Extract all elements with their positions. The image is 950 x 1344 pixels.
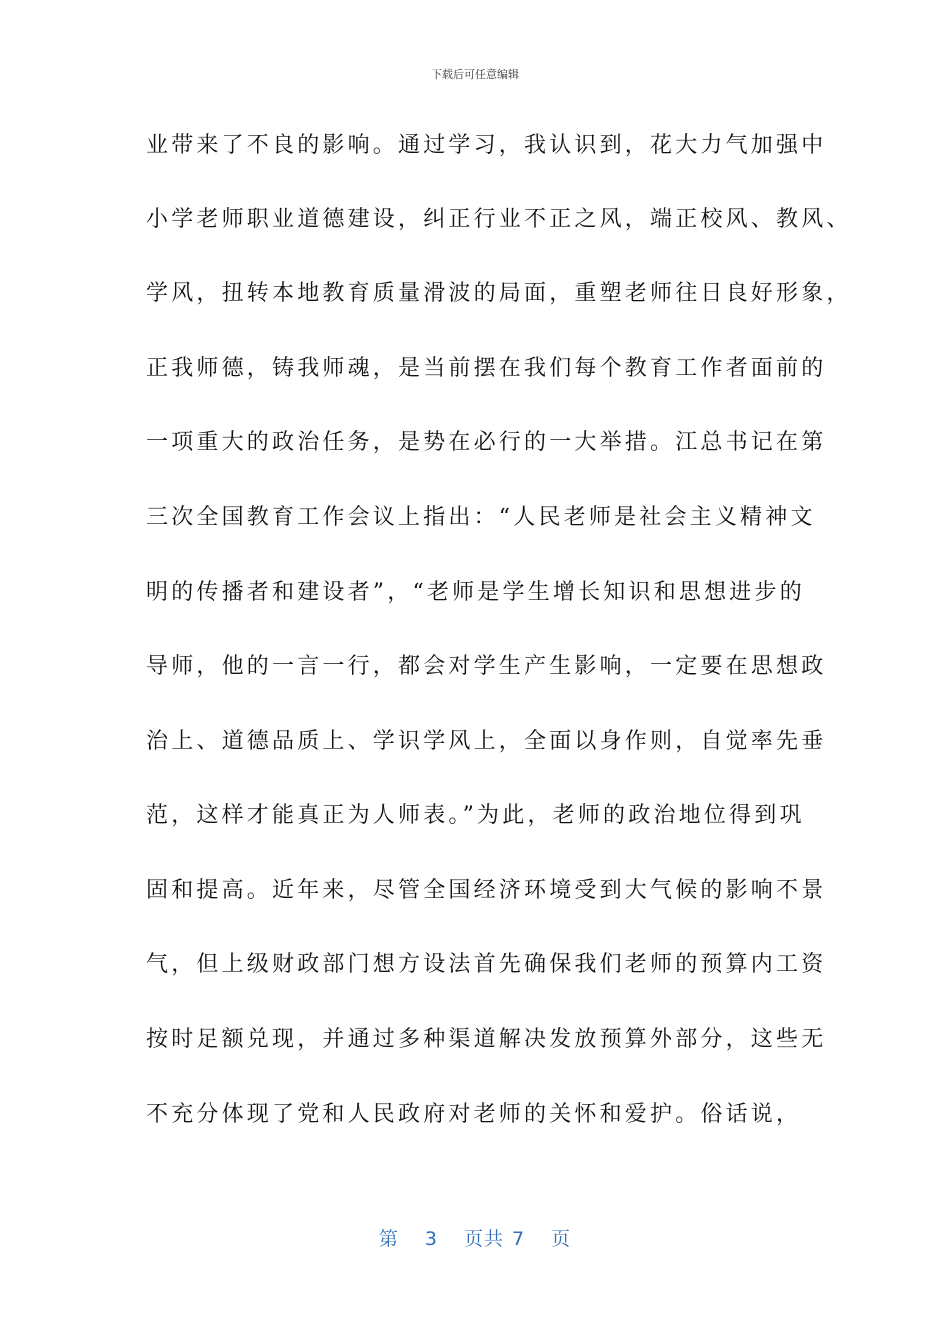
text-line: 固和提高。近年来，尽管全国经济环境受到大气候的影响不景 [146, 878, 827, 903]
text-line: 不充分体现了党和人民政府对老师的关怀和爱护。俗话说， [146, 1102, 802, 1127]
footer-total-pages: 7 [512, 1228, 526, 1250]
text-line: 按时足额兑现，并通过多种渠道解决发放预算外部分，这些无 [146, 1027, 827, 1052]
text-line: 正我师德，铸我师魂，是当前摆在我们每个教育工作者面前的 [146, 356, 827, 381]
footer-prefix: 第 [378, 1228, 399, 1250]
text-line: 导师，他的一言一行，都会对学生产生影响，一定要在思想政 [146, 654, 827, 679]
page-footer [0, 1224, 950, 1251]
text-line: 范，这样才能真正为人师表。”为此，老师的政治地位得到巩 [146, 803, 805, 828]
footer-suffix: 页 [551, 1228, 572, 1250]
text-line: 学风，扭转本地教育质量滑波的局面，重塑老师往日良好形象， [146, 281, 852, 306]
text-line: 治上、道德品质上、学识学风上，全面以身作则，自觉率先垂 [146, 729, 827, 754]
page-header: 下载后可任意编辑 [431, 68, 519, 81]
text-line: 业带来了不良的影响。通过学习，我认识到，花大力气加强中 [146, 133, 827, 158]
text-line: 明的传播者和建设者”，“老师是学生增长知识和思想进步的 [146, 580, 805, 605]
text-line: 三次全国教育工作会议上指出：“人民老师是社会主义精神文 [146, 505, 816, 530]
text-line: 小学老师职业道德建设，纠正行业不正之风，端正校风、教风、 [146, 207, 852, 232]
footer-middle: 页共 [463, 1228, 504, 1250]
text-line: 一项重大的政治任务，是势在必行的一大举措。江总书记在第 [146, 430, 827, 455]
text-line: 气，但上级财政部门想方设法首先确保我们老师的预算内工资 [146, 952, 827, 977]
footer-current-page: 3 [424, 1228, 438, 1250]
